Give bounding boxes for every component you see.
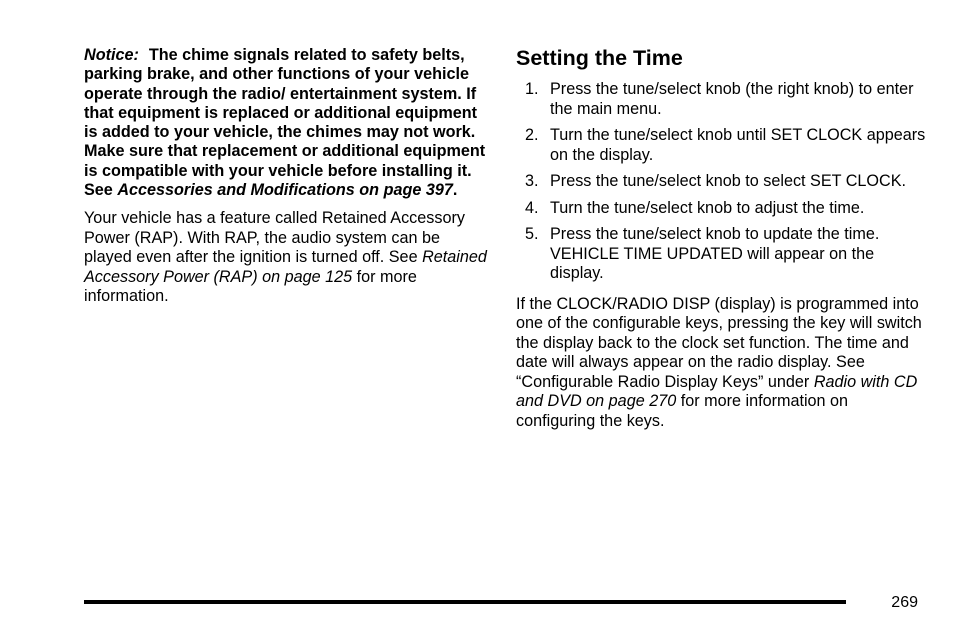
- step-number: 4.: [525, 198, 539, 217]
- rap-end: for more information.: [84, 267, 417, 306]
- step-text: Press the tune/select knob to update the time. VEHICLE TIME UPDATED will appear on the display.: [550, 225, 880, 282]
- clock-radio-paragraph: [516, 295, 926, 432]
- steps-list: [516, 80, 926, 284]
- step-item: [516, 199, 926, 219]
- section-title: Setting the Time: [516, 46, 683, 70]
- clock-radio-end: for more information on configuring the keys.: [516, 392, 849, 430]
- step-number: 3.: [525, 172, 539, 190]
- step-item: [516, 126, 926, 165]
- right-column: [516, 44, 926, 431]
- step-item: [516, 80, 926, 119]
- footer-rule: [84, 600, 846, 604]
- notice-label: Notice:: [84, 46, 139, 64]
- step-text: Press the tune/select knob (the right knob) to enter the main menu.: [550, 80, 914, 118]
- rap-reference: Retained Accessory Power (RAP) on page 125: [84, 248, 487, 286]
- notice-paragraph: [84, 46, 488, 200]
- step-number: 5.: [525, 225, 539, 243]
- notice-reference: Accessories and Modifications on page 397: [117, 181, 453, 200]
- step-item: [516, 172, 926, 192]
- step-text: Turn the tune/select knob until SET CLOCK appears on the display.: [550, 126, 926, 164]
- notice-text: The chime signals related to safety belts, parking brake, and other functions of your vehicle operate through the radio/ entertainment system. If that equipment is replaced or additional equipment is added to your vehicle, the chimes may not work. Make sure that replacement or additional equipment is compatible with your vehicle before installing it. See: [84, 46, 486, 200]
- step-number: 1.: [525, 80, 539, 98]
- left-column: [84, 46, 488, 307]
- notice-end: .: [452, 181, 458, 200]
- page-number: 269: [891, 594, 918, 611]
- step-number: 2.: [525, 126, 539, 144]
- rap-text: Your vehicle has a feature called Retained Accessory Power (RAP). With RAP, the audio system can be played even after the ignition is turned off. See: [84, 209, 465, 267]
- clock-radio-text: If the CLOCK/RADIO DISP (display) is programmed into one of the configurable keys, pressing the key will switch the display back to the clock set function. The time and date will always appear on the radio display. See “Configurable Radio Display Keys” under: [516, 294, 922, 391]
- step-text: Press the tune/select knob to select SET CLOCK.: [550, 172, 906, 190]
- step-item: [516, 225, 926, 284]
- rap-paragraph: [84, 209, 488, 307]
- clock-radio-reference: Radio with CD and DVD on page 270: [516, 372, 918, 410]
- step-text: Turn the tune/select knob to adjust the time.: [550, 198, 865, 217]
